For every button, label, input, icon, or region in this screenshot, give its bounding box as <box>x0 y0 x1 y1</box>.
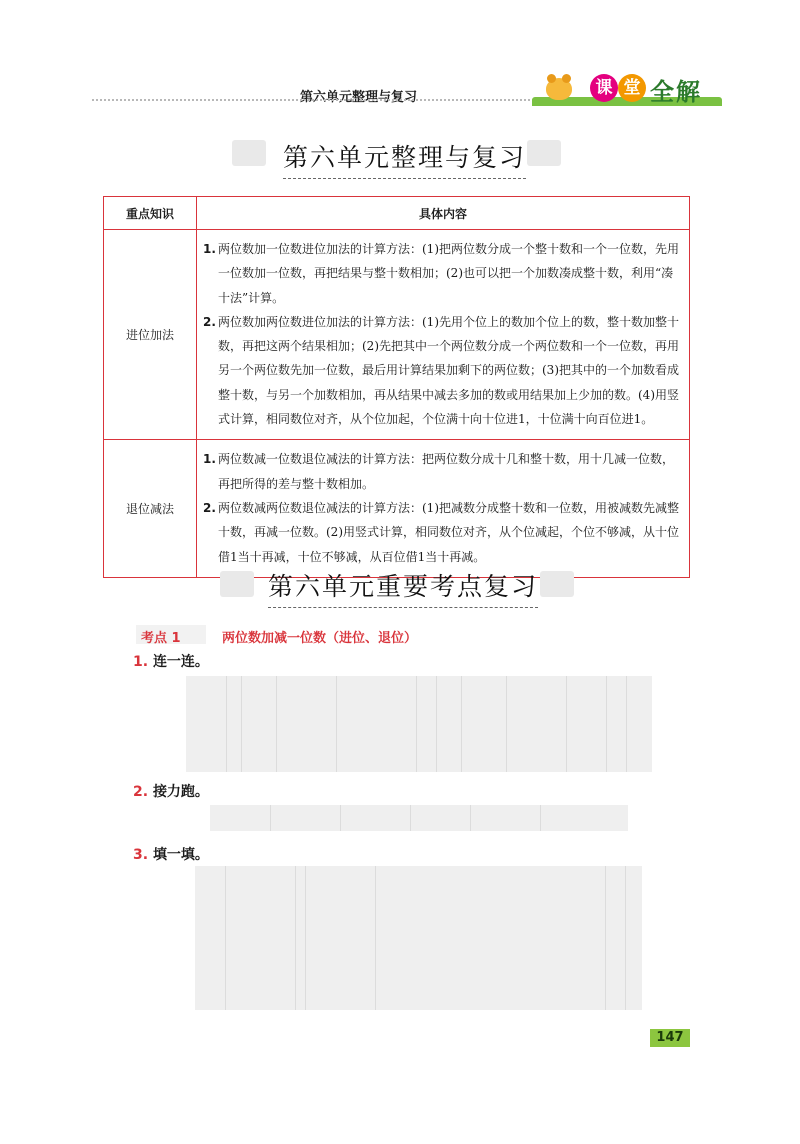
question-text: 接力跑。 <box>152 784 209 800</box>
list-item <box>203 310 683 431</box>
bear-icon <box>546 78 572 100</box>
category-addition: 进位加法 <box>104 230 197 440</box>
item-text: 两位数加一位数进位加法的计算方法：(1)把两位数分成一个整十数和一个一位数，先用一位数加一位数，再把结果与整十数相加；(2)也可以把一个加数凑成整十数，利用“凑十法”计算。 <box>218 242 680 305</box>
brand-char-1: 课 <box>590 74 618 102</box>
item-text: 两位数减两位数退位减法的计算方法：(1)把减数分成整十数和一位数，用被减数先减整十数，再减一位数。(2)用竖式计算，相同数位对齐，从个位减起，个位不够减，从十位借1当十再减，十位不够减，从百位借1当十再减。 <box>218 500 680 564</box>
summary-title: 第六单元整理与复习 <box>283 138 526 174</box>
table-row <box>104 440 690 577</box>
question-text: 填一填。 <box>152 847 209 863</box>
item-text: 两位数减一位数退位减法的计算方法：把两位数分成十几和整十数，用十几减一位数，再把所得的差与整十数相加。 <box>218 452 675 491</box>
fill-in-exercise-image <box>195 866 642 1010</box>
category-subtraction: 退位减法 <box>104 440 197 577</box>
question-1 <box>133 651 209 671</box>
title-deco-right <box>527 140 561 166</box>
running-header-title: 第六单元整理与复习 <box>300 90 418 105</box>
page-number: 147 <box>650 1029 690 1047</box>
header-content: 具体内容 <box>197 197 690 230</box>
table-row <box>104 230 690 440</box>
content-addition <box>197 230 690 440</box>
title-deco-right-2 <box>540 571 574 597</box>
summary-table <box>103 196 690 578</box>
brand-char-2: 堂 <box>618 74 646 102</box>
title-deco-left-2 <box>220 571 254 597</box>
question-number: 2. <box>133 784 149 800</box>
kaodian-title: 两位数加减一位数（进位、退位） <box>222 631 418 646</box>
question-3 <box>133 844 209 864</box>
header-key-knowledge: 重点知识 <box>104 197 197 230</box>
brand-text: 全解 <box>650 78 702 106</box>
question-text: 连一连。 <box>152 654 209 670</box>
matching-exercise-image <box>186 676 652 772</box>
title-deco-left <box>232 140 266 166</box>
item-text: 两位数加两位数进位加法的计算方法：(1)先用个位上的数加个位上的数，整十数加整十数，再把这两个结果相加；(2)先把其中一个两位数分成一个两位数和一个一位数，再用另一个两位数先加一位数，最后用计算结果加剩下的两位数；(3)把其中的一个加数看成整十数，与另一个加数相加，再从结果中减去多加的数或用结果加上少加的数。(4)用竖式计算，相同数位对齐，从个位加起，个位满十向十位进1，十位满十向百位进1。 <box>218 314 680 427</box>
item-number: 1. <box>203 242 216 256</box>
question-2 <box>133 781 209 801</box>
list-item <box>203 237 683 310</box>
item-number: 2. <box>203 314 216 329</box>
table-header-row <box>104 197 690 230</box>
question-number: 3. <box>133 847 149 863</box>
content-subtraction <box>197 440 690 577</box>
list-item <box>203 496 683 569</box>
review-title: 第六单元重要考点复习 <box>268 567 538 603</box>
question-number: 1. <box>133 654 149 670</box>
item-number: 1. <box>203 452 216 467</box>
list-item <box>203 447 683 496</box>
kaodian-label: 考点 1 <box>141 631 181 646</box>
brand-logo <box>532 74 722 106</box>
relay-exercise-image <box>210 805 628 831</box>
item-number: 2. <box>203 500 216 515</box>
